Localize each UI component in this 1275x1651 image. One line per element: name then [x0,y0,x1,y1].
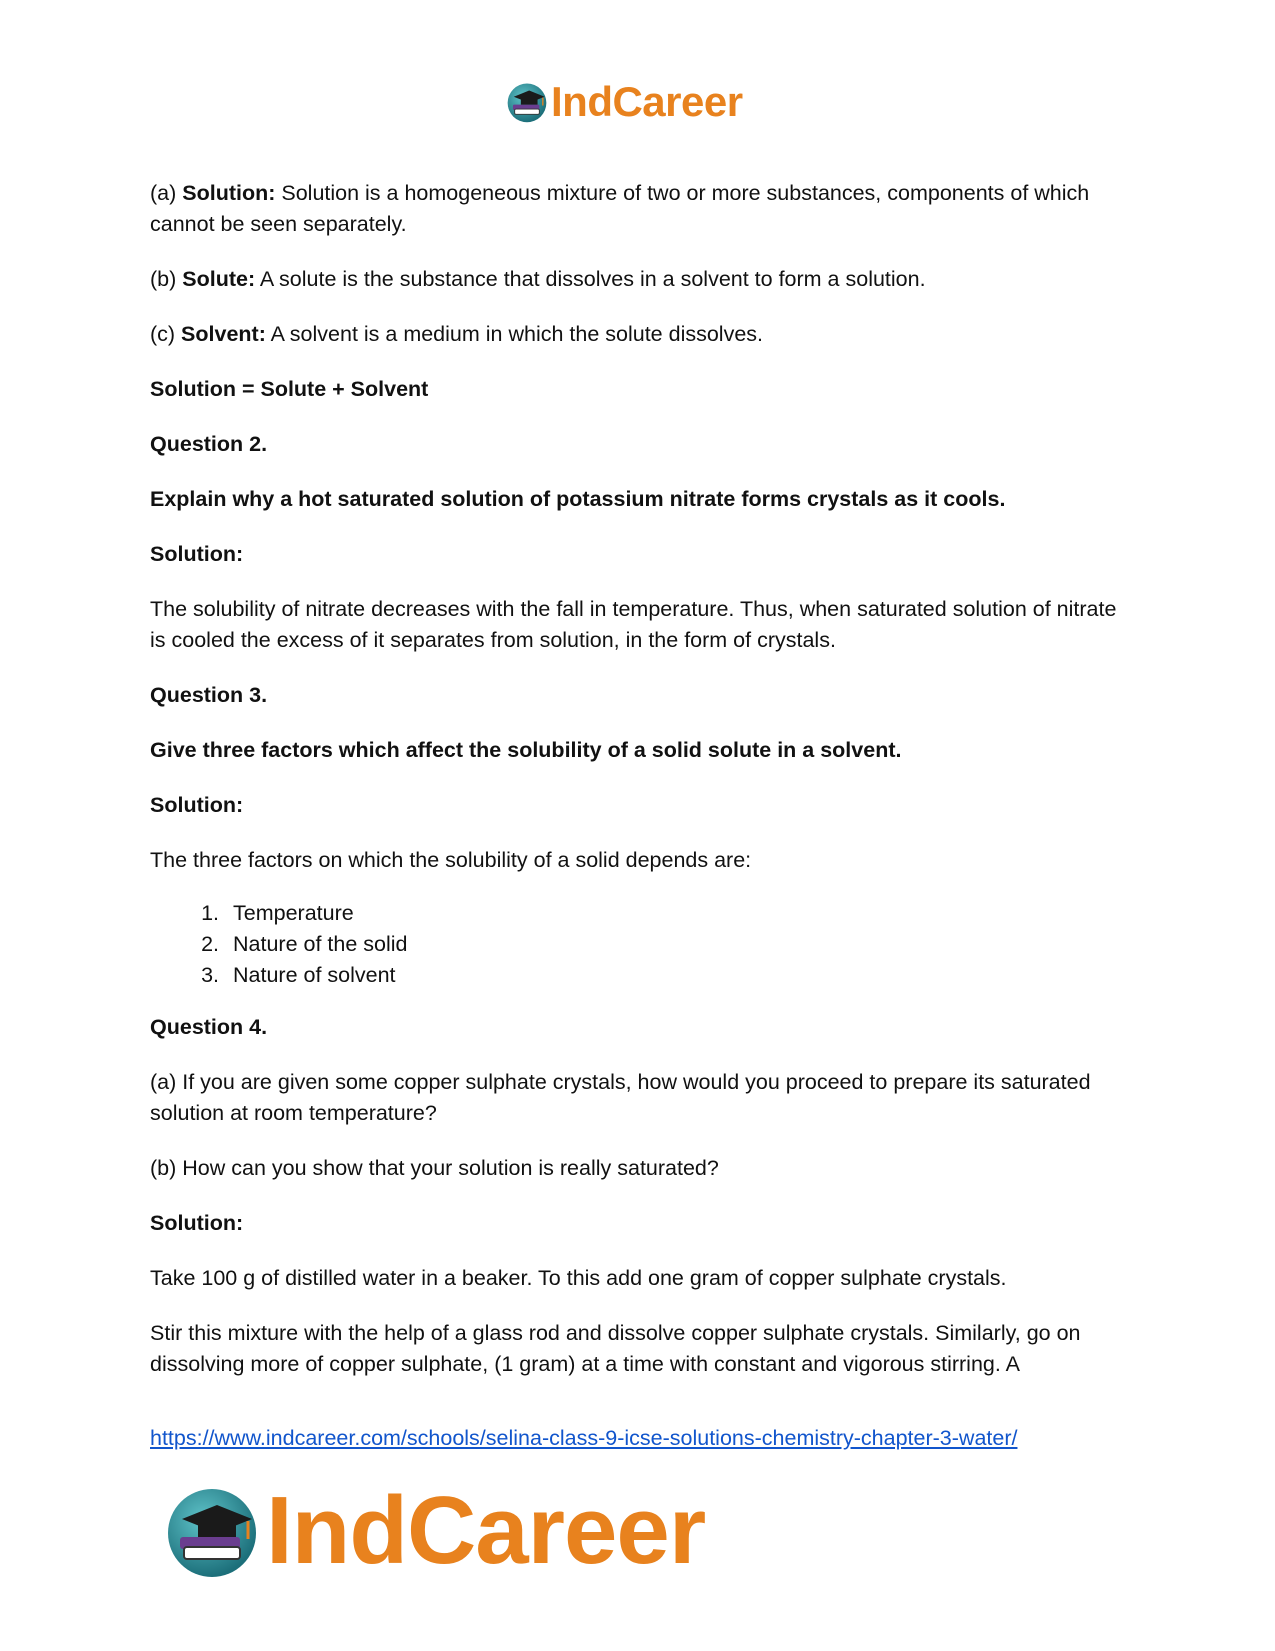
question-4-answer-2: Stir this mixture with the help of a glass rod and dissolve copper sulphate crystals. Similarly, go on dissolving more of copper sulphate, (1 gram) at a time with constant and vigorous stirring. A [150,1321,1081,1376]
header-logo [505,78,743,126]
document-body [150,178,1130,1404]
term-solvent: Solvent: [181,322,266,346]
question-3-solution-label: Solution: [150,793,244,817]
definition-solution: (a) Solution: Solution is a homogeneous mixture of two or more substances, components of which cannot be seen separately. [150,181,1090,236]
question-2-answer: The solubility of nitrate decreases with the fall in temperature. Thus, when saturated solution of nitrate is cooled the excess of it separates from solution, in the form of crystals. [150,597,1117,652]
definition-solute: (b) Solute: A solute is the substance that dissolves in a solvent to form a solution. [150,267,926,291]
source-url-link[interactable]: https://www.indcareer.com/schools/selina-class-9-icse-solutions-chemistry-chapter-3-water/ [150,1426,1018,1450]
factors-list [150,898,1130,991]
graduation-cap-book-globe-icon [505,80,549,124]
list-item: 1. Temperature [225,898,1130,929]
graduation-cap-book-globe-icon [162,1481,262,1581]
question-4-solution-label: Solution: [150,1211,244,1235]
list-item: 2. Nature of the solid [225,929,1130,960]
question-2-text: Explain why a hot saturated solution of potassium nitrate forms crystals as it cools. [150,487,1006,511]
logo-text: IndCareer [266,1477,706,1584]
question-3-text: Give three factors which affect the solubility of a solid solute in a solvent. [150,738,902,762]
question-4-part-b: (b) How can you show that your solution is really saturated? [150,1156,719,1180]
list-item: 3. Nature of solvent [225,960,1130,991]
question-3-heading: Question 3. [150,683,268,707]
question-4-answer-1: Take 100 g of distilled water in a beaker. To this add one gram of copper sulphate crystals. [150,1266,1007,1290]
definition-solvent: (c) Solvent: A solvent is a medium in which the solute dissolves. [150,322,764,346]
logo-text: IndCareer [551,78,743,125]
question-4-heading: Question 4. [150,1015,268,1039]
footer-logo [162,1476,705,1586]
term-solute: Solute: [182,267,256,291]
question-2-heading: Question 2. [150,432,268,456]
term-solution: Solution: [182,181,276,205]
question-2-solution-label: Solution: [150,542,244,566]
equation: Solution = Solute + Solvent [150,377,429,401]
question-3-answer: The three factors on which the solubility of a solid depends are: [150,848,752,872]
question-4-part-a: (a) If you are given some copper sulphate crystals, how would you proceed to prepare its saturated solution at room temperature? [150,1070,1091,1125]
